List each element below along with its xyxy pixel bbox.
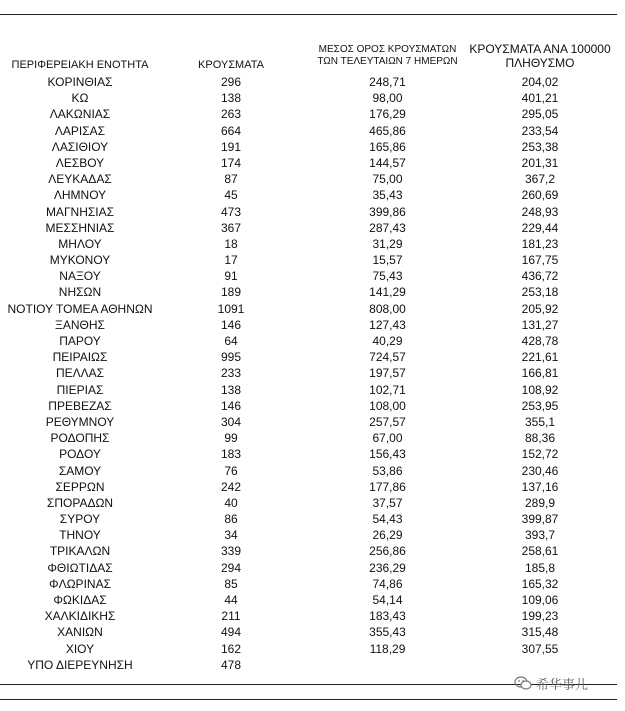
header-per100k-line1: ΚΡΟΥΣΜΑΤΑ ΑΝΑ 100000 bbox=[469, 42, 611, 56]
cases-cell: 17 bbox=[224, 253, 238, 268]
per100k-cell: 253,95 bbox=[521, 398, 559, 413]
per100k-cell: 295,05 bbox=[521, 107, 559, 122]
region-cell: ΝΟΤΙΟΥ ΤΟΜΕΑ ΑΘΗΝΩΝ bbox=[7, 301, 153, 316]
region-cell: ΜΥΚΟΝΟΥ bbox=[49, 253, 111, 268]
per100k-cell: 108,92 bbox=[521, 382, 559, 397]
cases-cell: 304 bbox=[220, 414, 242, 429]
per100k-cell: 230,46 bbox=[521, 463, 559, 478]
cases-cell: 40 bbox=[224, 495, 238, 510]
per100k-cell: 166,81 bbox=[521, 366, 559, 381]
table-header bbox=[0, 38, 625, 74]
cases-cell: 174 bbox=[220, 155, 242, 170]
region-cell: ΛΕΥΚΑΔΑΣ bbox=[48, 172, 112, 187]
region-cell: ΛΗΜΝΟΥ bbox=[53, 188, 107, 203]
region-cell: ΛΕΣΒΟΥ bbox=[55, 155, 105, 170]
region-cell: ΦΛΩΡΙΝΑΣ bbox=[49, 576, 111, 591]
header-avg7-line1: ΜΕΣΟΣ ΟΡΟΣ ΚΡΟΥΣΜΑΤΩΝ bbox=[318, 44, 457, 55]
table-row bbox=[0, 317, 625, 333]
cases-cell: 76 bbox=[224, 463, 238, 478]
header-per100k bbox=[465, 42, 615, 70]
avg7-cell: 156,43 bbox=[369, 447, 406, 462]
per100k-cell: 367,2 bbox=[524, 172, 556, 187]
region-cell: ΧΑΝΙΩΝ bbox=[57, 625, 103, 640]
avg7-cell: 118,29 bbox=[369, 641, 406, 656]
cases-cell: 138 bbox=[220, 91, 242, 106]
region-cell: ΦΩΚΙΔΑΣ bbox=[53, 593, 107, 607]
per100k-cell: 253,38 bbox=[521, 139, 559, 154]
table-row bbox=[0, 301, 625, 317]
cases-cell: 146 bbox=[220, 398, 242, 413]
cases-cell: 339 bbox=[220, 544, 242, 559]
avg7-cell: 248,71 bbox=[369, 75, 406, 89]
cases-cell: 233 bbox=[220, 366, 242, 381]
avg7-cell: 75,43 bbox=[372, 269, 403, 284]
table-row bbox=[0, 106, 625, 122]
avg7-cell: 26,29 bbox=[372, 528, 403, 543]
per100k-cell: 355,1 bbox=[524, 414, 556, 429]
cases-cell: 1091 bbox=[217, 301, 245, 316]
avg7-cell: 31,29 bbox=[372, 236, 403, 251]
cases-cell: 162 bbox=[220, 641, 242, 656]
per100k-cell: 131,27 bbox=[521, 317, 559, 332]
region-cell: ΣΠΟΡΑΔΩΝ bbox=[46, 495, 114, 510]
cases-cell: 189 bbox=[220, 285, 242, 300]
cases-cell: 34 bbox=[224, 528, 238, 543]
cases-cell: 294 bbox=[220, 560, 242, 575]
per100k-cell: 260,69 bbox=[521, 188, 559, 203]
region-cell: ΜΑΓΝΗΣΙΑΣ bbox=[45, 204, 115, 219]
header-per100k-line2: ΠΛΗΘΥΣΜΟ bbox=[505, 56, 575, 70]
table-row bbox=[0, 382, 625, 398]
avg7-cell: 165,86 bbox=[369, 139, 406, 154]
table-row bbox=[0, 74, 625, 90]
table-row bbox=[0, 204, 625, 220]
region-cell: ΣΑΜΟΥ bbox=[58, 463, 102, 478]
region-cell: ΠΙΕΡΙΑΣ bbox=[56, 382, 104, 397]
cases-cell: 18 bbox=[224, 236, 238, 251]
avg7-cell: 287,43 bbox=[369, 220, 406, 235]
avg7-cell: 257,57 bbox=[369, 414, 406, 429]
region-cell: ΡΟΔΟΠΗΣ bbox=[50, 431, 110, 446]
avg7-cell: 54,43 bbox=[372, 512, 403, 527]
region-cell: ΧΑΛΚΙΔΙΚΗΣ bbox=[44, 609, 116, 624]
cases-cell: 85 bbox=[224, 576, 238, 591]
wechat-icon bbox=[514, 676, 532, 690]
region-cell: ΛΑΡΙΣΑΣ bbox=[54, 123, 106, 138]
table-row bbox=[0, 527, 625, 543]
avg7-cell: 256,86 bbox=[369, 544, 406, 559]
cases-cell: 664 bbox=[220, 123, 242, 138]
avg7-cell: 35,43 bbox=[372, 188, 403, 203]
avg7-cell: 183,43 bbox=[369, 609, 406, 624]
cases-cell: 296 bbox=[220, 75, 242, 89]
table-row bbox=[0, 220, 625, 236]
table-row bbox=[0, 252, 625, 268]
table-row bbox=[0, 592, 625, 608]
per100k-cell: 428,78 bbox=[521, 334, 559, 348]
avg7-cell: 74,86 bbox=[372, 576, 403, 591]
table-body bbox=[0, 74, 625, 673]
region-cell: ΣΕΡΡΩΝ bbox=[55, 479, 105, 494]
cases-cell: 44 bbox=[224, 593, 238, 607]
cases-cell: 87 bbox=[224, 172, 238, 187]
avg7-cell: 40,29 bbox=[372, 334, 403, 348]
table-row bbox=[0, 511, 625, 527]
bottom-divider-2 bbox=[0, 699, 617, 700]
per100k-cell: 436,72 bbox=[521, 269, 559, 284]
cases-cell: 86 bbox=[224, 512, 238, 527]
avg7-cell: 177,86 bbox=[369, 479, 406, 494]
per100k-cell: 181,23 bbox=[521, 236, 559, 251]
table-row bbox=[0, 284, 625, 300]
per100k-cell: 165,32 bbox=[521, 576, 559, 591]
cases-cell: 99 bbox=[224, 431, 238, 446]
table-row bbox=[0, 398, 625, 414]
per100k-cell: 258,61 bbox=[521, 544, 559, 559]
table-row bbox=[0, 333, 625, 349]
avg7-cell: 144,57 bbox=[369, 155, 406, 170]
table-row bbox=[0, 171, 625, 187]
region-cell: ΛΑΚΩΝΙΑΣ bbox=[49, 107, 111, 122]
region-cell: ΜΕΣΣΗΝΙΑΣ bbox=[45, 220, 115, 235]
cases-cell: 138 bbox=[220, 382, 242, 397]
avg7-cell: 75,00 bbox=[372, 172, 403, 187]
per100k-cell: 205,92 bbox=[521, 301, 559, 316]
table-row bbox=[0, 560, 625, 576]
region-cell: ΠΕΙΡΑΙΩΣ bbox=[52, 350, 108, 365]
per100k-cell: 399,87 bbox=[521, 512, 559, 527]
cases-cell: 242 bbox=[220, 479, 242, 494]
avg7-cell: 127,43 bbox=[369, 317, 406, 332]
avg7-cell: 355,43 bbox=[369, 625, 406, 640]
watermark bbox=[514, 672, 588, 694]
table-row bbox=[0, 430, 625, 446]
table-row bbox=[0, 657, 625, 673]
per100k-cell: 289,9 bbox=[524, 495, 556, 510]
table-row bbox=[0, 139, 625, 155]
avg7-cell: 236,29 bbox=[369, 560, 406, 575]
region-cell: ΠΕΛΛΑΣ bbox=[55, 366, 105, 381]
per100k-cell: 315,48 bbox=[521, 625, 559, 640]
cases-cell: 367 bbox=[220, 220, 242, 235]
table-row bbox=[0, 576, 625, 592]
per100k-cell: 307,55 bbox=[521, 641, 559, 656]
avg7-cell: 67,00 bbox=[372, 431, 403, 446]
avg7-cell: 37,57 bbox=[372, 495, 403, 510]
avg7-cell: 15,57 bbox=[372, 253, 403, 268]
region-cell: ΥΠΟ ΔΙΕΡΕΥΝΗΣΗ bbox=[27, 657, 133, 672]
per100k-cell: 88,36 bbox=[524, 431, 556, 446]
table-row bbox=[0, 187, 625, 203]
per100k-cell: 253,18 bbox=[521, 285, 559, 300]
per100k-cell: 229,44 bbox=[521, 220, 559, 235]
region-cell: ΛΑΣΙΘΙΟΥ bbox=[51, 139, 109, 154]
avg7-cell: 724,57 bbox=[369, 350, 406, 365]
per100k-cell: 167,75 bbox=[521, 253, 559, 268]
table-row bbox=[0, 479, 625, 495]
header-region: ΠΕΡΙΦΕΡΕΙΑΚΗ ΕΝΟΤΗΤΑ bbox=[11, 59, 149, 71]
header-avg7-line2: ΤΩΝ ΤΕΛΕΥΤΑΙΩΝ 7 ΗΜΕΡΩΝ bbox=[317, 56, 458, 67]
table-row bbox=[0, 236, 625, 252]
table-row bbox=[0, 414, 625, 430]
per100k-cell: 137,16 bbox=[521, 479, 559, 494]
cases-cell: 64 bbox=[224, 334, 238, 348]
avg7-cell: 465,86 bbox=[369, 123, 406, 138]
cases-cell: 473 bbox=[220, 204, 242, 219]
region-cell: ΞΑΝΘΗΣ bbox=[55, 317, 105, 332]
region-cell: ΧΙΟΥ bbox=[65, 641, 95, 656]
cases-cell: 183 bbox=[220, 447, 242, 462]
cases-cell: 494 bbox=[220, 625, 242, 640]
region-cell: ΚΟΡΙΝΘΙΑΣ bbox=[47, 75, 113, 89]
per100k-cell: 204,02 bbox=[521, 75, 559, 89]
cases-cell: 91 bbox=[224, 269, 238, 284]
per100k-cell: 201,31 bbox=[521, 155, 559, 170]
avg7-cell: 54,14 bbox=[372, 593, 403, 607]
table-row bbox=[0, 268, 625, 284]
table-row bbox=[0, 608, 625, 624]
per100k-cell: 401,21 bbox=[521, 91, 559, 106]
region-cell: ΤΡΙΚΑΛΩΝ bbox=[49, 544, 111, 559]
table-row bbox=[0, 463, 625, 479]
region-cell: ΝΗΣΩΝ bbox=[58, 285, 102, 300]
avg7-cell: 98,00 bbox=[372, 91, 403, 106]
avg7-cell: 197,57 bbox=[369, 366, 406, 381]
cases-cell: 478 bbox=[220, 657, 242, 672]
avg7-cell: 108,00 bbox=[369, 398, 406, 413]
region-cell: ΤΗΝΟΥ bbox=[59, 528, 101, 543]
cases-cell: 263 bbox=[220, 107, 242, 122]
region-cell: ΝΑΞΟΥ bbox=[59, 269, 101, 284]
per100k-cell: 221,61 bbox=[521, 350, 559, 365]
header-avg7 bbox=[310, 44, 465, 68]
region-cell: ΡΕΘΥΜΝΟΥ bbox=[45, 414, 115, 429]
avg7-cell: 808,00 bbox=[369, 301, 406, 316]
region-cell: ΠΡΕΒΕΖΑΣ bbox=[48, 398, 112, 413]
per100k-cell: 185,8 bbox=[524, 560, 556, 575]
per100k-cell: 248,93 bbox=[521, 204, 559, 219]
cases-cell: 995 bbox=[220, 350, 242, 365]
table-row bbox=[0, 641, 625, 657]
region-cell: ΚΩ bbox=[71, 91, 89, 106]
cases-cell: 45 bbox=[224, 188, 238, 203]
region-cell: ΣΥΡΟΥ bbox=[59, 512, 101, 527]
per100k-cell: 152,72 bbox=[521, 447, 559, 462]
table-row bbox=[0, 365, 625, 381]
region-cell: ΠΑΡΟΥ bbox=[59, 334, 101, 348]
per100k-cell: 393,7 bbox=[524, 528, 556, 543]
avg7-cell: 176,29 bbox=[369, 107, 406, 122]
region-cell: ΜΗΛΟΥ bbox=[58, 236, 102, 251]
table-row bbox=[0, 349, 625, 365]
avg7-cell: 141,29 bbox=[369, 285, 406, 300]
per100k-cell: 233,54 bbox=[521, 123, 559, 138]
cases-cell: 211 bbox=[221, 609, 241, 624]
region-cell: ΡΟΔΟΥ bbox=[59, 447, 101, 462]
region-cell: ΦΘΙΩΤΙΔΑΣ bbox=[47, 560, 113, 575]
table-row bbox=[0, 90, 625, 106]
cases-cell: 191 bbox=[220, 139, 242, 154]
avg7-cell: 102,71 bbox=[369, 382, 406, 397]
per100k-cell: 199,23 bbox=[521, 609, 559, 624]
watermark-text: 希华事儿 bbox=[536, 676, 589, 692]
table-row bbox=[0, 624, 625, 640]
table-row bbox=[0, 495, 625, 511]
table-row bbox=[0, 123, 625, 139]
table-row bbox=[0, 543, 625, 559]
avg7-cell: 53,86 bbox=[372, 463, 403, 478]
per100k-cell: 109,06 bbox=[521, 593, 559, 607]
avg7-cell: 399,86 bbox=[369, 204, 406, 219]
table-row bbox=[0, 155, 625, 171]
header-cases: ΚΡΟΥΣΜΑΤΑ bbox=[198, 59, 264, 71]
cases-cell: 146 bbox=[220, 317, 242, 332]
table-row bbox=[0, 446, 625, 462]
top-divider bbox=[0, 14, 617, 15]
